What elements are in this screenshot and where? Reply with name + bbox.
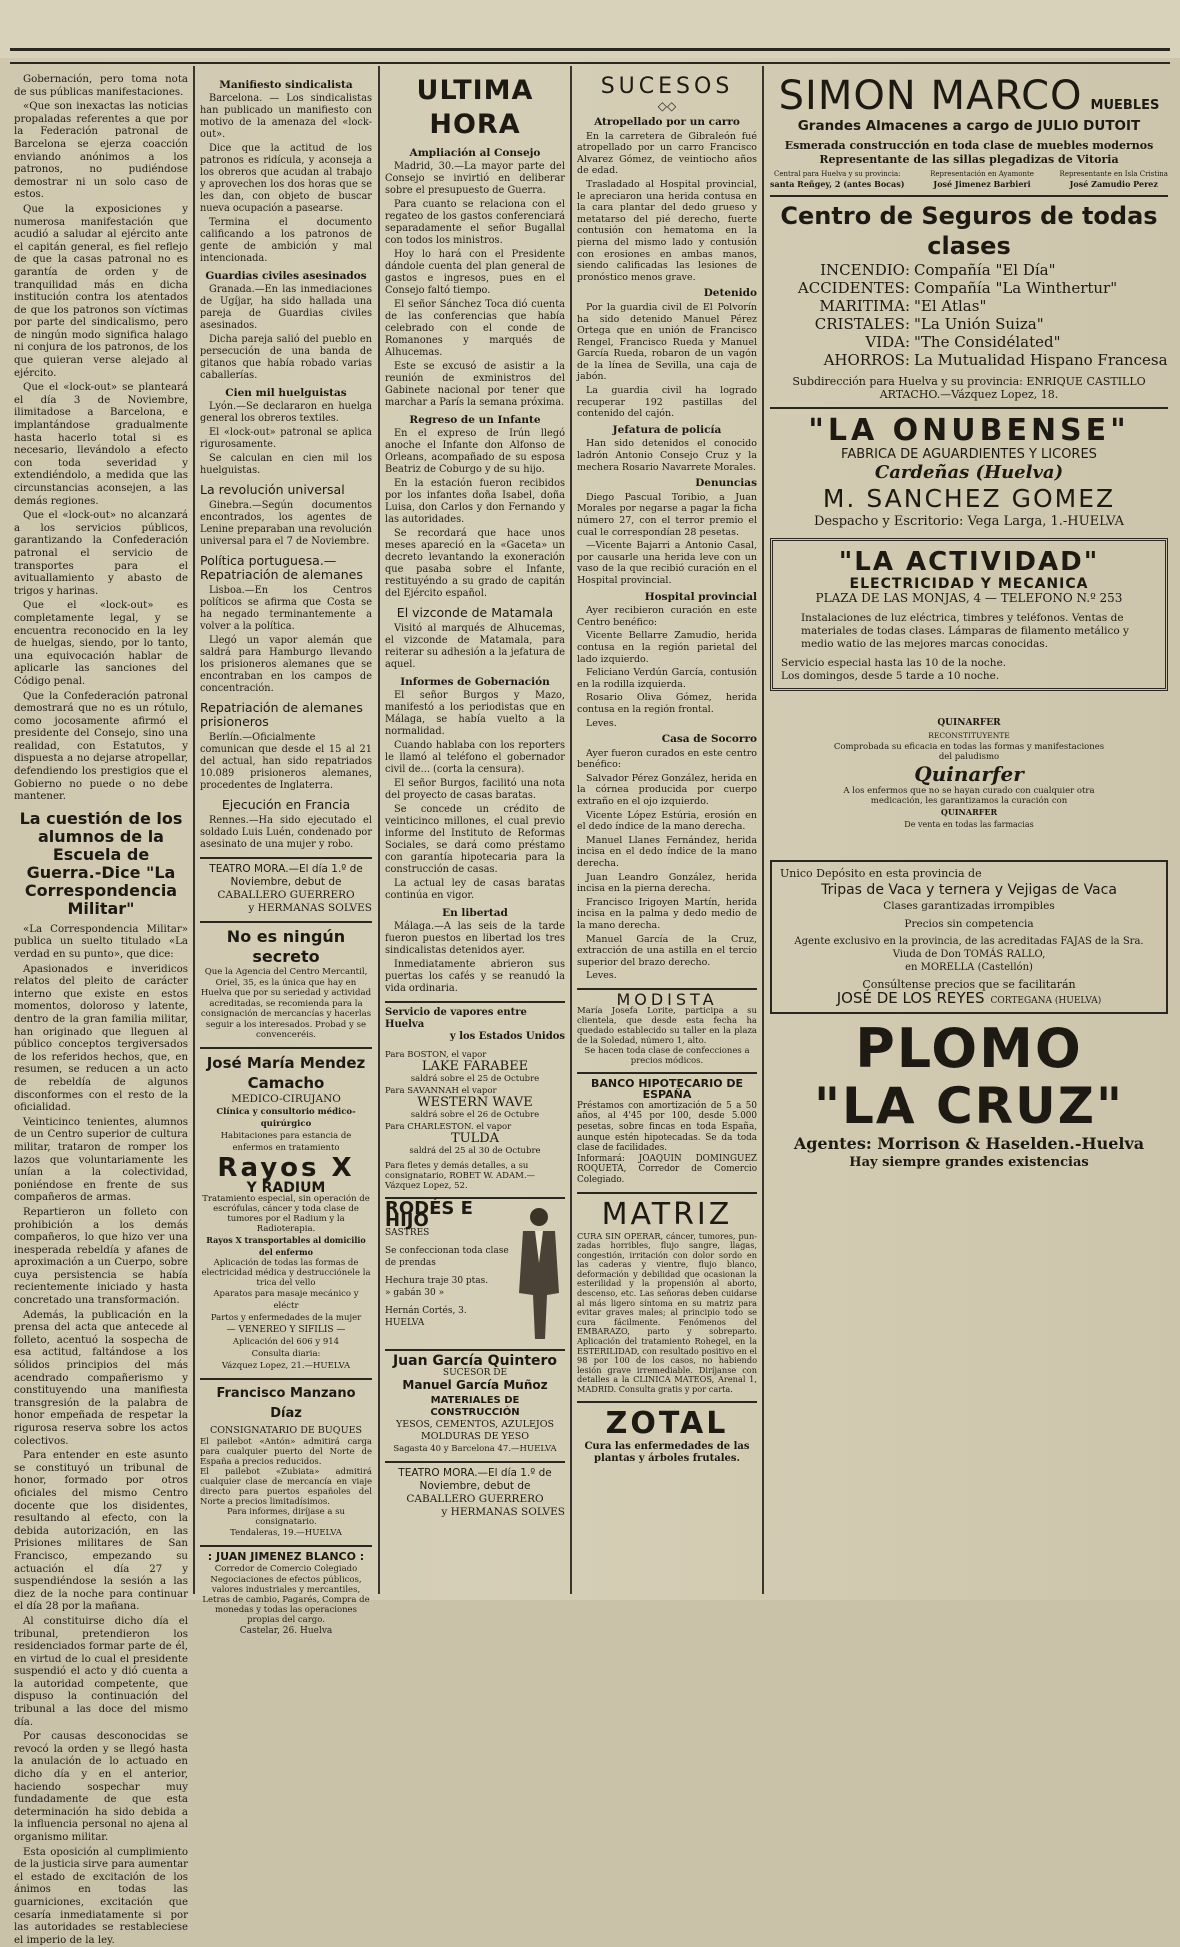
ad-title: BANCO HIPOTECARIO DE ESPAÑA [590, 1076, 744, 1102]
ad-text: Precios sin competencia [904, 917, 1034, 930]
section-title: SUCESOS [600, 74, 734, 99]
ad-text: Para fletes y demás detalles, a su consignatario, ROBET W. ADAM.—Vázquez Lopez, 52. [385, 1161, 536, 1191]
ad-text: Se hacen toda clase de confecciones a precios módicos. [584, 1045, 750, 1066]
paragraph: Veinticinco tenientes, alumnos de un Centro superior de cultura militar, trataron de romper los lazos que voluntariamente les unían a la colectividad, poniéndose en frente de sus compañeros de armas. [14, 1116, 188, 1204]
ad-text: Comprobada su eficacia en todas las formas y manifestaciones del paludismo [833, 742, 1105, 763]
ad-text: Para CHARLESTON. el vapor [385, 1122, 512, 1132]
ad-text: José Jimenez Barbieri [933, 179, 1031, 189]
ad-title: Quinarfer [914, 762, 1024, 787]
paragraph: Llegó un vapor alemán que saldrá para Hamburgo llevando los prisioneros alemanes que se encontraban en los campos de concentración. [200, 635, 372, 694]
ad-text: Castelar, 26. Huelva [239, 1625, 333, 1636]
ad-text: saldrá sobre el 25 de Octubre [410, 1074, 540, 1084]
ad-text: A los enfermos que no se hayan curado con cualquier otra medicación, les garantizamos la curación con [843, 786, 1095, 807]
ad-text: QUINARFER [937, 718, 1001, 729]
paragraph: Por causas desconocidas se revocó la orden y se llegó hasta la anulación de lo actuado en dicho día y en el anterior, haciendo sospechar muy fundadamente de que esta determinación ha sido debida a la influencia personal no ajena al organismo militar. [14, 1731, 188, 1843]
ad-secreto [200, 921, 372, 1041]
paragraph: Además, la publicación en la prensa del acta que antecede al folleto, acentuó la sospecha de esa actitud, faltándose a los sólidos principios del más acendrado compañerismo y constituyendo una manifiesta transgresión de la palabra de honor empeñada de respetar la rigurosa reserva sobre los actos colectivos. [14, 1309, 188, 1447]
ad-title: Rayos X [217, 1152, 355, 1183]
column-1 [14, 74, 189, 1946]
top-rule-2 [10, 62, 1170, 64]
paragraph: Feliciano Verdún García, contusión en la rodilla izquierda. [577, 667, 757, 690]
ad-text: Despacho y Escritorio: Vega Larga, 1.-HUELVA [813, 513, 1125, 529]
headline: La cuestión de los alumnos de la Escuela de Guerra.-Dice "La Correspondencia Militar" [19, 808, 183, 918]
insurance-row: INCENDIO: Compañía "El Día" [820, 261, 1056, 279]
ad-text: Representante en Isla Cristina [1059, 170, 1168, 178]
ad-text: CURA SIN OPERAR, cáncer, tumores, punzadas horribles, flujo sangre, llagas, congestión, irritación con dolor sordo en las caderas y vientre, flujo blanco, deformación y debilidad que ocasionan la esterilidad y la propensión al aborto, descenso, etc. Las señoras deben cuidarse al más ligero síntoma en su matriz para evitar graves males; al principio todo se cura fácilmente. Fenómenos del EMBARAZO, parto y sobreparto. Aplicación del tratamiento Rohegel, en la ESTERILIDAD, con resultado positivo en el 98 por 100 de los casos, no habiendo lesión grave irremediable. Diríjanse con detalles a la CLINICA MATEOS, Arenal 1, MADRID. Consulta gratis y por carta. [577, 1230, 757, 1394]
ad-onubense [770, 407, 1168, 530]
ad-jimenez [200, 1545, 372, 1637]
paragraph: Este se excusó de asistir a la reunión de exministros del Gabinete nacional por tener que marchar a París la semana próxima. [385, 361, 565, 408]
ad-text: saldrá del 25 al 30 de Octubre [409, 1146, 541, 1156]
ad-text: TEATRO MORA.—El día 1.º de Noviembre, debut de [209, 863, 363, 888]
ad-text: santa Reñgey, 2 (antes Bocas) [770, 179, 905, 189]
paragraph: Berlín.—Oficialmente comunican que desde el 15 al 21 del actual, han sido repatriados 10.089 prisioneros alemanes, procedentes de Inglaterra. [200, 732, 372, 791]
ad-title: ZOTAL [605, 1405, 729, 1441]
ad-text: José Zamudio Perez [1069, 179, 1158, 189]
paragraph: Diego Pascual Toribio, a Juan Morales por negarse a pagar la ficha número 27, con el terror premio el cual le correspondían 28 pesetas. [577, 491, 757, 538]
ad-text: SASTRES [385, 1228, 430, 1238]
ad-text: Vázquez Lopez, 21.—HUELVA [221, 1360, 351, 1371]
paragraph: Han sido detenidos el conocido ladrón Antonio Consejo Cruz y la mechera Rosario Navarrete Morales. [577, 438, 757, 473]
ad-text: y HERMANAS SOLVES [441, 1506, 565, 1518]
paragraph: La actual ley de casas baratas continúa en vigor. [385, 878, 565, 901]
paragraph: Para entender en este asunto se constituyó un tribunal de honor, formado por otros oficiales del mismo Centro docente que los disidentes, resultando al efecto, con la debida autorización, en las Prisiones militares de San Francisco, empezando su actuación el día 27 y suspendiéndose la sesión a las diez de la noche para continuar el día 28 por la mañana. [14, 1450, 188, 1613]
paragraph: El señor Sánchez Toca dió cuenta de las conferencias que había celebrado con el conde de Romanones y marqués de Alhucemas. [385, 299, 565, 358]
paragraph: Ginebra.—Según documentos encontrados, los agentes de Lenine preparaban una revolución universal para el 7 de Noviembre. [200, 500, 372, 547]
paragraph: Que la exposiciones y numerosa manifestación que acudió a saludar al ejército ante el capitán general, es fiel reflejo de que la casas patronal no es garantía de orden y de tranquilidad más en dicha institución contra los atentados de que los patronos son víctimas por parte del sindicalismo, pero de ningún modo significa halago ni conjura de los patronos, de los que quieran verse alejado al ejército. [14, 203, 188, 379]
ad-text: Cura las enfermedades de las plantas y árboles frutales. [584, 1440, 750, 1464]
ad-text: MEDICO-CIRUJANO [231, 1092, 341, 1105]
paragraph: «La Correspondencia Militar» publica un suelto titulado «La verdad en su punto», que dice: [14, 923, 188, 961]
top-rule [10, 48, 1170, 51]
paragraph: Madrid, 30.—La mayor parte del Consejo se invirtió en deliberar sobre el presupuesto de Guerra. [385, 161, 565, 196]
paragraph: Manuel Llanes Fernández, herida incisa en el dedo índice de la mano derecha. [577, 834, 757, 870]
ad-seguros [770, 195, 1168, 401]
paragraph: —Vicente Bajarri a Antonio Casal, por causarle una herida leve con un vaso de la que recibió curación en el Hospital provincial. [577, 540, 757, 586]
ad-text: y HERMANAS SOLVES [248, 902, 372, 914]
ad-quinarfer [830, 717, 1108, 831]
ad-text: — VENEREO Y SIFILIS — [226, 1324, 346, 1335]
ad-text: CABALLERO GUERRERO [217, 889, 355, 901]
paragraph: Que el «lock-out» se planteará el día 3 de Noviembre, ilimitadose a Barcelona, e implantándose gradualmente hasta hacerlo total si es necesario, llevándolo a efecto con toda severidad y extendiéndolo, a medida que las circunstancias aconsejen, a las demás regiones. [14, 382, 188, 507]
ad-title: Centro de Seguros de todas clases [780, 202, 1158, 260]
ad-text: PLAZA DE LAS MONJAS, 4 — TELEFONO N.º 253 [815, 591, 1123, 606]
paragraph: Gobernación, pero toma nota de sus públicas manifestaciones. [14, 74, 188, 98]
paragraph: Francisco Irigoyen Martín, herida incisa en la palma y dedo medio de la mano derecha. [577, 896, 757, 931]
ad-actividad [770, 538, 1168, 692]
section-heading: Hospital provincial [644, 590, 757, 603]
paragraph: Leves. [586, 717, 617, 729]
column-3 [385, 74, 565, 1594]
ad-title: Juan García Quintero [392, 1353, 558, 1369]
ad-tripas [770, 860, 1168, 1015]
column-divider [570, 66, 572, 1594]
insurance-row: CRISTALES: "La Unión Suiza" [814, 315, 1044, 333]
ad-title: Servicio de vapores entre Huelva [385, 1007, 527, 1030]
paragraph: Visitó al marqués de Alhucemas, el vizconde de Matamala, para reiterar su adhesión a la jefatura de aquel. [385, 623, 565, 670]
paragraph: Rennes.—Ha sido ejecutado el soldado Luis Luén, condenado por asesinato de una mujer y robo. [200, 815, 372, 850]
paragraph: Dice que la actitud de los patronos es ridícula, y aconseja a los obreros que acudan al trabajo y aprovechen los dos horas que se les dan, con objeto de buscar nueva ocupación a pasearse. [200, 143, 372, 214]
section-heading: Denuncias [695, 477, 757, 490]
ad-text: WESTERN WAVE [417, 1095, 533, 1110]
section-heading: Detenido [703, 287, 757, 300]
paragraph: Al constituirse dicho día el tribunal, pretendieron los residenciados formar parte de él, en virtud de lo cual el presidente suspendió el acto y dió cuenta a la autoridad competente, que dispuso la continuación del tribunal a las doce del mismo día. [14, 1615, 188, 1728]
ad-vapores [385, 1001, 565, 1191]
paragraph: Vicente López Estúria, erosión en el dedo índice de la mano derecha. [577, 809, 757, 833]
section-heading: La revolución universal [200, 482, 345, 497]
ad-text: QUINARFER [940, 807, 998, 818]
ad-title: No es ningún secreto [226, 927, 346, 966]
ad-text: SUCESOR DE [442, 1368, 508, 1378]
paragraph: Que la Confederación patronal demostrará que no es un rótulo, como jocosamente afirmó el presidente del Consejo, sino una realidad, con Estatutos, y dispuesta a no dejarse atropellar, defendiendo los prestigios que el Gobierno no puede o no debe mantener. [14, 690, 188, 803]
ad-text: CORTEGANA (HUELVA) [990, 995, 1102, 1006]
ad-title: "LA CRUZ" [813, 1077, 1125, 1136]
section-heading: Ejecución en Francia [221, 797, 351, 812]
ad-text: saldrá sobre el 26 de Octubre [410, 1110, 540, 1120]
ad-text: Consulta diaria: [251, 1348, 321, 1359]
paragraph: Se recordará que hace unos meses apareció en la «Gaceta» un decreto levantando la exoneración que pasaba sobre el Infante, restituyéndo a su grado de capitán del Ejército español. [385, 528, 565, 599]
paragraph: Que el «lock-out» no alcanzará a los servicios públicos, garantizando la Confederación patronal el servicio de transportes para el avituallamiento y abasto de trigos y harinas. [14, 510, 188, 597]
ad-text: Central para Huelva y su provincia: [774, 170, 901, 178]
insurance-row: MARITIMA: "El Atlas" [819, 297, 987, 315]
paragraph: Termina el documento calificando a los patronos de gente de ambición y mal intencionada. [200, 217, 372, 264]
paragraph: Cuando hablaba con los reporters le llamó al teléfono el gobernador civil de... (corta la censura). [385, 740, 565, 775]
paragraph: El señor Burgos y Mazo, manifestó a los periodistas que en Málaga, se había vuelto a la normalidad. [385, 690, 565, 737]
ad-text: Para SAVANNAH el vapor [385, 1086, 497, 1096]
ad-simon-marco [770, 74, 1168, 189]
ad-text: Que la Agencia del Centro Mercantil, Oriel, 35, es la única que hay en Huelva que por su seriedad y actividad acreditadas, se recomienda para la consignación de mercancías y hacerlas seguir a los interesados. Probad y se convenceréis. [200, 967, 372, 1040]
paragraph: Por la guardia civil de El Polvorín ha sido detenido Manuel Pérez Ortega que en unión de Francisco Rengel, Francisco Rueda y Manuel García Rueda, robaron de un vagón de la línea de Sevilla, una caja de jabón. [577, 301, 757, 383]
ad-text: Rayos X transportables al domicilio del enfermo [206, 1234, 366, 1257]
column-5 [770, 74, 1168, 1594]
column-divider [762, 66, 764, 1594]
ad-text: Aparatos para masaje mecánico y eléctr [213, 1288, 359, 1311]
ad-title: PLOMO [855, 1017, 1083, 1081]
ad-text: Aplicación del 606 y 914 [232, 1336, 340, 1347]
paragraph: Granada.—En las inmediaciones de Ugíjar, ha sido hallada una pareja de Guardias civiles asesinados. [200, 284, 372, 331]
paragraph: Se concede un crédito de veinticinco millones, el cual previo informe del Instituto de Reformas Sociales, se dará como préstamo con garantía hipotecaria para la construcción de casas. [385, 804, 565, 875]
insurance-row: VIDA: "The Considélated" [865, 333, 1061, 351]
ad-teatro [200, 857, 372, 915]
paragraph: Apasionados e inveridicos relatos del pleito de carácter interno que existe en estos momentos, doloroso y latente, dentro de la gran familia militar, han originado que lleguen al público conceptos tergiversados de los referidos hechos, que, en resumen, se reducen a un acto de rebeldía de algunos disconformes con el resto de la oficialidad. [14, 963, 188, 1114]
ad-title: Y RADIUM [246, 1179, 326, 1196]
section-heading: En libertad [442, 907, 508, 919]
ad-text: Clínica y consultorio médico-quirúrgico [216, 1106, 356, 1129]
paragraph: Lisboa.—En los Centros políticos se afirma que Costa se ha negado terminantemente a volver a la política. [200, 585, 372, 632]
paragraph: «Que son inexactas las noticias propaladas referentes a que por la Federación patronal de Barcelona se ejerza coacción enviando anónimos a los patronos, no pudiéndose demostrar ni un solo caso de estos. [14, 101, 188, 201]
paragraph: Que el «lock-out» es completamente legal, y se encuentra reconocido en la ley de huelgas, siendo, por lo tanto, una equivocación hablar de aplicarle las sanciones del Código penal. [14, 600, 188, 687]
ad-text: ELECTRICIDAD Y MECANICA [849, 575, 1089, 592]
ad-manzano [200, 1378, 372, 1539]
ad-text: FABRICA DE AGUARDIENTES Y LICORES [841, 447, 1097, 462]
ad-banco [577, 1072, 757, 1186]
ad-title: "LA ACTIVIDAD" [838, 546, 1100, 577]
section-heading: Informes de Gobernación [400, 676, 550, 688]
ad-text: El pailebot «Antón» admitirá carga para cualquier puerto del Norte de España a precios reducidos. [200, 1436, 372, 1467]
ad-text: María Josefa Lorite, participa a su clientela, que desde esta fecha ha quedado establecido su taller en la plaza de la Soledad, número 1, alto. [577, 1005, 757, 1046]
ad-text: El pailebot «Zubiata» admitirá cualquier clase de mercancía en viaje directo para puertos españoles del Norte a precios limitadísimos. [200, 1466, 372, 1507]
ad-teatro [385, 1461, 565, 1519]
paragraph: Repartieron un folleto con prohibición a los demás compañeros, lo que hizo ver una inesperada rebeldía y afanes de aproximación a un Cuerpo, sobre cuya persistencia se había recientemente iniciado y hasta concretado una transformación. [14, 1206, 188, 1307]
paragraph: Lyón.—Se declararon en huelga general los obreros textiles. [200, 401, 372, 424]
ad-text: Tratamiento especial, sin operación de escrófulas, cáncer y toda clase de tumores por el Radium y la Radioterapia. [202, 1193, 370, 1234]
section-heading: Regreso de un Infante [409, 414, 541, 426]
ad-text: Subdirección para Huelva y su provincia: ENRIQUE CASTILLO ARTACHO.—Vázquez Lopez, 18. [792, 375, 1146, 401]
ad-text: Cardeñas (Huelva) [874, 461, 1064, 483]
ad-text: HUELVA [385, 1318, 425, 1328]
paragraph: En la carretera de Gibraleón fué atropellado por un carro Francisco Alvarez Gómez, de veintiocho años de edad. [577, 130, 757, 177]
ad-title: "LA ONUBENSE" [808, 413, 1130, 448]
ad-text: Representación en Ayamonte [930, 170, 1034, 178]
ad-text: TULDA [450, 1131, 500, 1146]
ad-text: CABALLERO GUERRERO [406, 1493, 544, 1505]
insurance-row: ACCIDENTES: Compañía "La Winthertur" [797, 279, 1118, 297]
section-heading: Manifiesto sindicalista [219, 79, 353, 91]
section-heading: Repatriación de alemanes prisioneros [200, 700, 363, 729]
ad-text: Esmerada construcción en toda clase de muebles modernos [784, 139, 1154, 152]
section-heading: Política portuguesa.—Repatriación de alemanes [200, 553, 363, 582]
ad-title: : JUAN JIMENEZ BLANCO : [207, 1549, 365, 1563]
paragraph: Vicente Bellarre Zamudio, herida contusa en la región parietal del lado izquierdo. [577, 630, 757, 665]
ad-text: Partos y enfermedades de la mujer [210, 1312, 362, 1323]
ad-text: Representante de las sillas plegadizas de Vitoria [819, 153, 1119, 166]
ad-text: Agentes: Morrison & Haselden.-Huelva [793, 1134, 1145, 1154]
section-heading: Casa de Socorro [661, 733, 757, 746]
ad-quintero [385, 1349, 565, 1455]
ad-title: Francisco Manzano Díaz [216, 1385, 356, 1421]
paragraph: Málaga.—A las seis de la tarde fueron puestos en libertad los tres sindicalistas detenidos ayer. [385, 921, 565, 956]
ad-text: Habitaciones para estancia de enfermos en tratamiento [220, 1130, 352, 1153]
column-divider [378, 66, 380, 1594]
insurance-row: AHORROS: La Mutualidad Hispano Francesa [823, 351, 1168, 369]
ad-text: LAKE FARABEE [421, 1059, 529, 1074]
ad-text: Tendaleras, 19.—HUELVA [230, 1527, 342, 1538]
paragraph: En la estación fueron recibidos por los infantes doña Isabel, doña Luisa, don Carlos y don Fernando y las autoridades. [385, 478, 565, 525]
section-heading: Atropellado por un carro [594, 116, 740, 128]
ad-modista [577, 988, 757, 1066]
ad-text: en MORELLA (Castellón) [905, 961, 1033, 973]
ad-title: y los Estados Unidos [449, 1031, 565, 1042]
ad-title: RODÉS E HIJO [385, 1198, 473, 1231]
ad-text: De venta en todas las farmacias [904, 819, 1034, 829]
ad-text: Sagasta 40 y Barcelona 47.—HUELVA [393, 1444, 557, 1454]
section-heading: Guardias civiles asesinados [205, 270, 367, 282]
column-4 [577, 74, 757, 1594]
paragraph: Salvador Pérez González, herida en la córnea producida por cuerpo extraño en el ojo izquierdo. [577, 772, 758, 808]
paragraph: Ayer recibieron curación en este Centro benéfico: [577, 605, 757, 628]
ad-text: Agente exclusivo en la provincia, de las acreditadas FAJAS de la Sra. Viuda de Don TOMÁS RALLO, [794, 935, 1144, 960]
ad-text: Consúltense precios que se facilitarán [862, 977, 1076, 991]
ad-medico [200, 1047, 372, 1372]
ad-text: CONSIGNATARIO DE BUQUES [209, 1424, 363, 1436]
column-divider [193, 66, 195, 1594]
ad-text: Tripas de Vaca y ternera y Vejigas de Vaca [821, 881, 1117, 898]
paragraph: Barcelona. — Los sindicalistas han publicado un manifiesto con motivo de la amenaza del «lock-out». [200, 93, 372, 140]
section-title: ULTIMA HORA [416, 75, 534, 140]
ad-text: Servicio especial hasta las 10 de la noche. [781, 657, 1007, 670]
paragraph: En el expreso de Irún llegó anoche el Infante don Alfonso de Orleans, acompañado de su esposa Beatriz de Coburgo y de su hijo. [385, 428, 565, 475]
paragraph: Se calculan en cien mil los huelguistas. [200, 453, 372, 476]
paragraph: Dicha pareja salió del pueblo en persecución de una banda de gitanos que había robado varias caballerías. [200, 334, 372, 381]
paragraph: Hoy lo hará con el Presidente dándole cuenta del plan general de gastos e ingresos, pues en el Consejo faltó tiempo. [385, 249, 565, 296]
section-heading: Jefatura de policía [612, 423, 722, 436]
ornament-icon: ◇◇ [657, 99, 677, 113]
paragraph: Juan Leandro González, herida incisa en la pierna derecha. [577, 871, 757, 895]
paragraph: El «lock-out» patronal se aplica rigurosamente. [200, 427, 372, 450]
ad-text: Hechura traje 30 ptas. [385, 1276, 489, 1286]
section-heading: El vizconde de Matamala [396, 605, 554, 620]
section-heading: Cien mil huelguistas [225, 387, 347, 399]
paragraph: Leves. [586, 970, 617, 982]
ad-title: MUEBLES [1090, 98, 1160, 113]
ad-text: Corredor de Comercio Colegiado [214, 1563, 358, 1574]
ad-text: Los domingos, desde 5 tarde a 10 noche. [781, 670, 1000, 683]
ad-plomo [770, 1017, 1168, 1171]
ad-text: Instalaciones de luz eléctrica, timbres y teléfonos. Ventas de materiales de todas clases. Lámparas de filamento metálico y medio watio de las mejores marcas conocidas. [801, 612, 1129, 651]
ad-text: RECONSTITUYENTE [928, 730, 1010, 740]
ad-text: YESOS, CEMENTOS, AZULEJOS [395, 1419, 555, 1430]
ad-text: Para BOSTON, el vapor [385, 1050, 487, 1060]
ad-text: Préstamos con amortización de 5 a 50 años, al 4'45 por 100, desde 5.000 pesetas, sobre fincas en toda España, aunque estén hipotecadas. Se da toda clase de facilidades. [577, 1100, 757, 1154]
ad-title: José María Mendez Camacho [206, 1053, 366, 1092]
ad-title: Manuel García Muñoz [402, 1378, 548, 1392]
paragraph: Esta oposición al cumplimiento de la justicia sirve para aumentar el estado de excitación de los ánimos en todas las guarniciones, excitación que cesaría inmediatamente si por las autoridades se restableciese el imperio de la ley. [14, 1846, 189, 1946]
paragraph: Trasladado al Hospital provincial, le apreciaron una herida contusa en la cara plantar del dedo grueso y metatarso del pié derecho, fuerte contusión con hematoma en la pierna del mismo lado y contusión con erosiones en ambas manos, siendo calificadas las lesiones de pronóstico menos grave. [577, 178, 757, 283]
section-heading: Ampliación al Consejo [409, 147, 541, 159]
paragraph: Manuel García de la Cruz, extracción de una astilla en el tercio superior del brazo derecho. [577, 933, 757, 968]
ad-text: Negociaciones de efectos públicos, valores industriales y mercantiles, Letras de cambio, Pagarés, Compra de monedas y todas las operaciones propias del cargo. [202, 1574, 370, 1625]
ad-text: Aplicación de todas las formas de electricidad médica y destrucciónele la trica del vello [201, 1257, 371, 1288]
ad-title: M. SANCHEZ GOMEZ [822, 483, 1116, 513]
tailor-figure-illustration [513, 1203, 565, 1343]
ad-matriz [577, 1192, 757, 1395]
ad-title: MATRIZ [601, 1196, 733, 1232]
paragraph: El señor Burgos, facilitó una nota del proyecto de casas baratas. [385, 778, 565, 801]
ad-text: Para informes, diríjase a su consignatario. [227, 1506, 345, 1527]
paragraph: Inmediatamente abrieron sus puertas los cafés y se reanudó la vida ordinaria. [385, 959, 565, 994]
ad-text: Grandes Almacenes a cargo de JULIO DUTOIT [797, 118, 1141, 134]
ad-text: JOSÉ DE LOS REYES [836, 988, 985, 1007]
ad-text: MATERIALES DE CONSTRUCCIÓN [430, 1395, 520, 1418]
ad-text: Informará: JOAQUIN DOMINGUEZ ROQUETA, Corredor de Comercio Colegiado. [577, 1153, 757, 1185]
ad-text: Se confeccionan toda clase de prendas [385, 1246, 509, 1268]
ad-title: MODISTA [616, 989, 718, 1009]
paragraph: La guardia civil ha logrado recuperar 192 pastillas del contenido del cajón. [577, 385, 757, 420]
ad-text: Hay siempre grandes existencias [849, 1155, 1089, 1171]
ad-text: » gabán 30 » [385, 1288, 445, 1298]
ad-zotal [577, 1401, 757, 1465]
ad-text: Clases garantizadas irrompibles [883, 899, 1055, 912]
paragraph: Rosario Oliva Gómez, herida contusa en la región frontal. [577, 692, 757, 715]
ad-text: TEATRO MORA.—El día 1.º de Noviembre, debut de [398, 1467, 552, 1492]
ad-title: SIMON MARCO [778, 73, 1083, 119]
ad-rodes [385, 1197, 565, 1343]
column-2 [200, 74, 372, 1636]
paragraph: Ayer fueron curados en este centro benéfico: [577, 747, 757, 771]
ad-text: Unico Depósito en esta provincia de [780, 866, 982, 880]
ad-text: Hernán Cortés, 3. [385, 1306, 467, 1316]
paragraph: Para cuanto se relaciona con el regateo de los gastos conferenciará separadamente el señor Bugallal con todos los ministros. [385, 199, 565, 246]
ad-text: MOLDURAS DE YESO [420, 1431, 530, 1442]
